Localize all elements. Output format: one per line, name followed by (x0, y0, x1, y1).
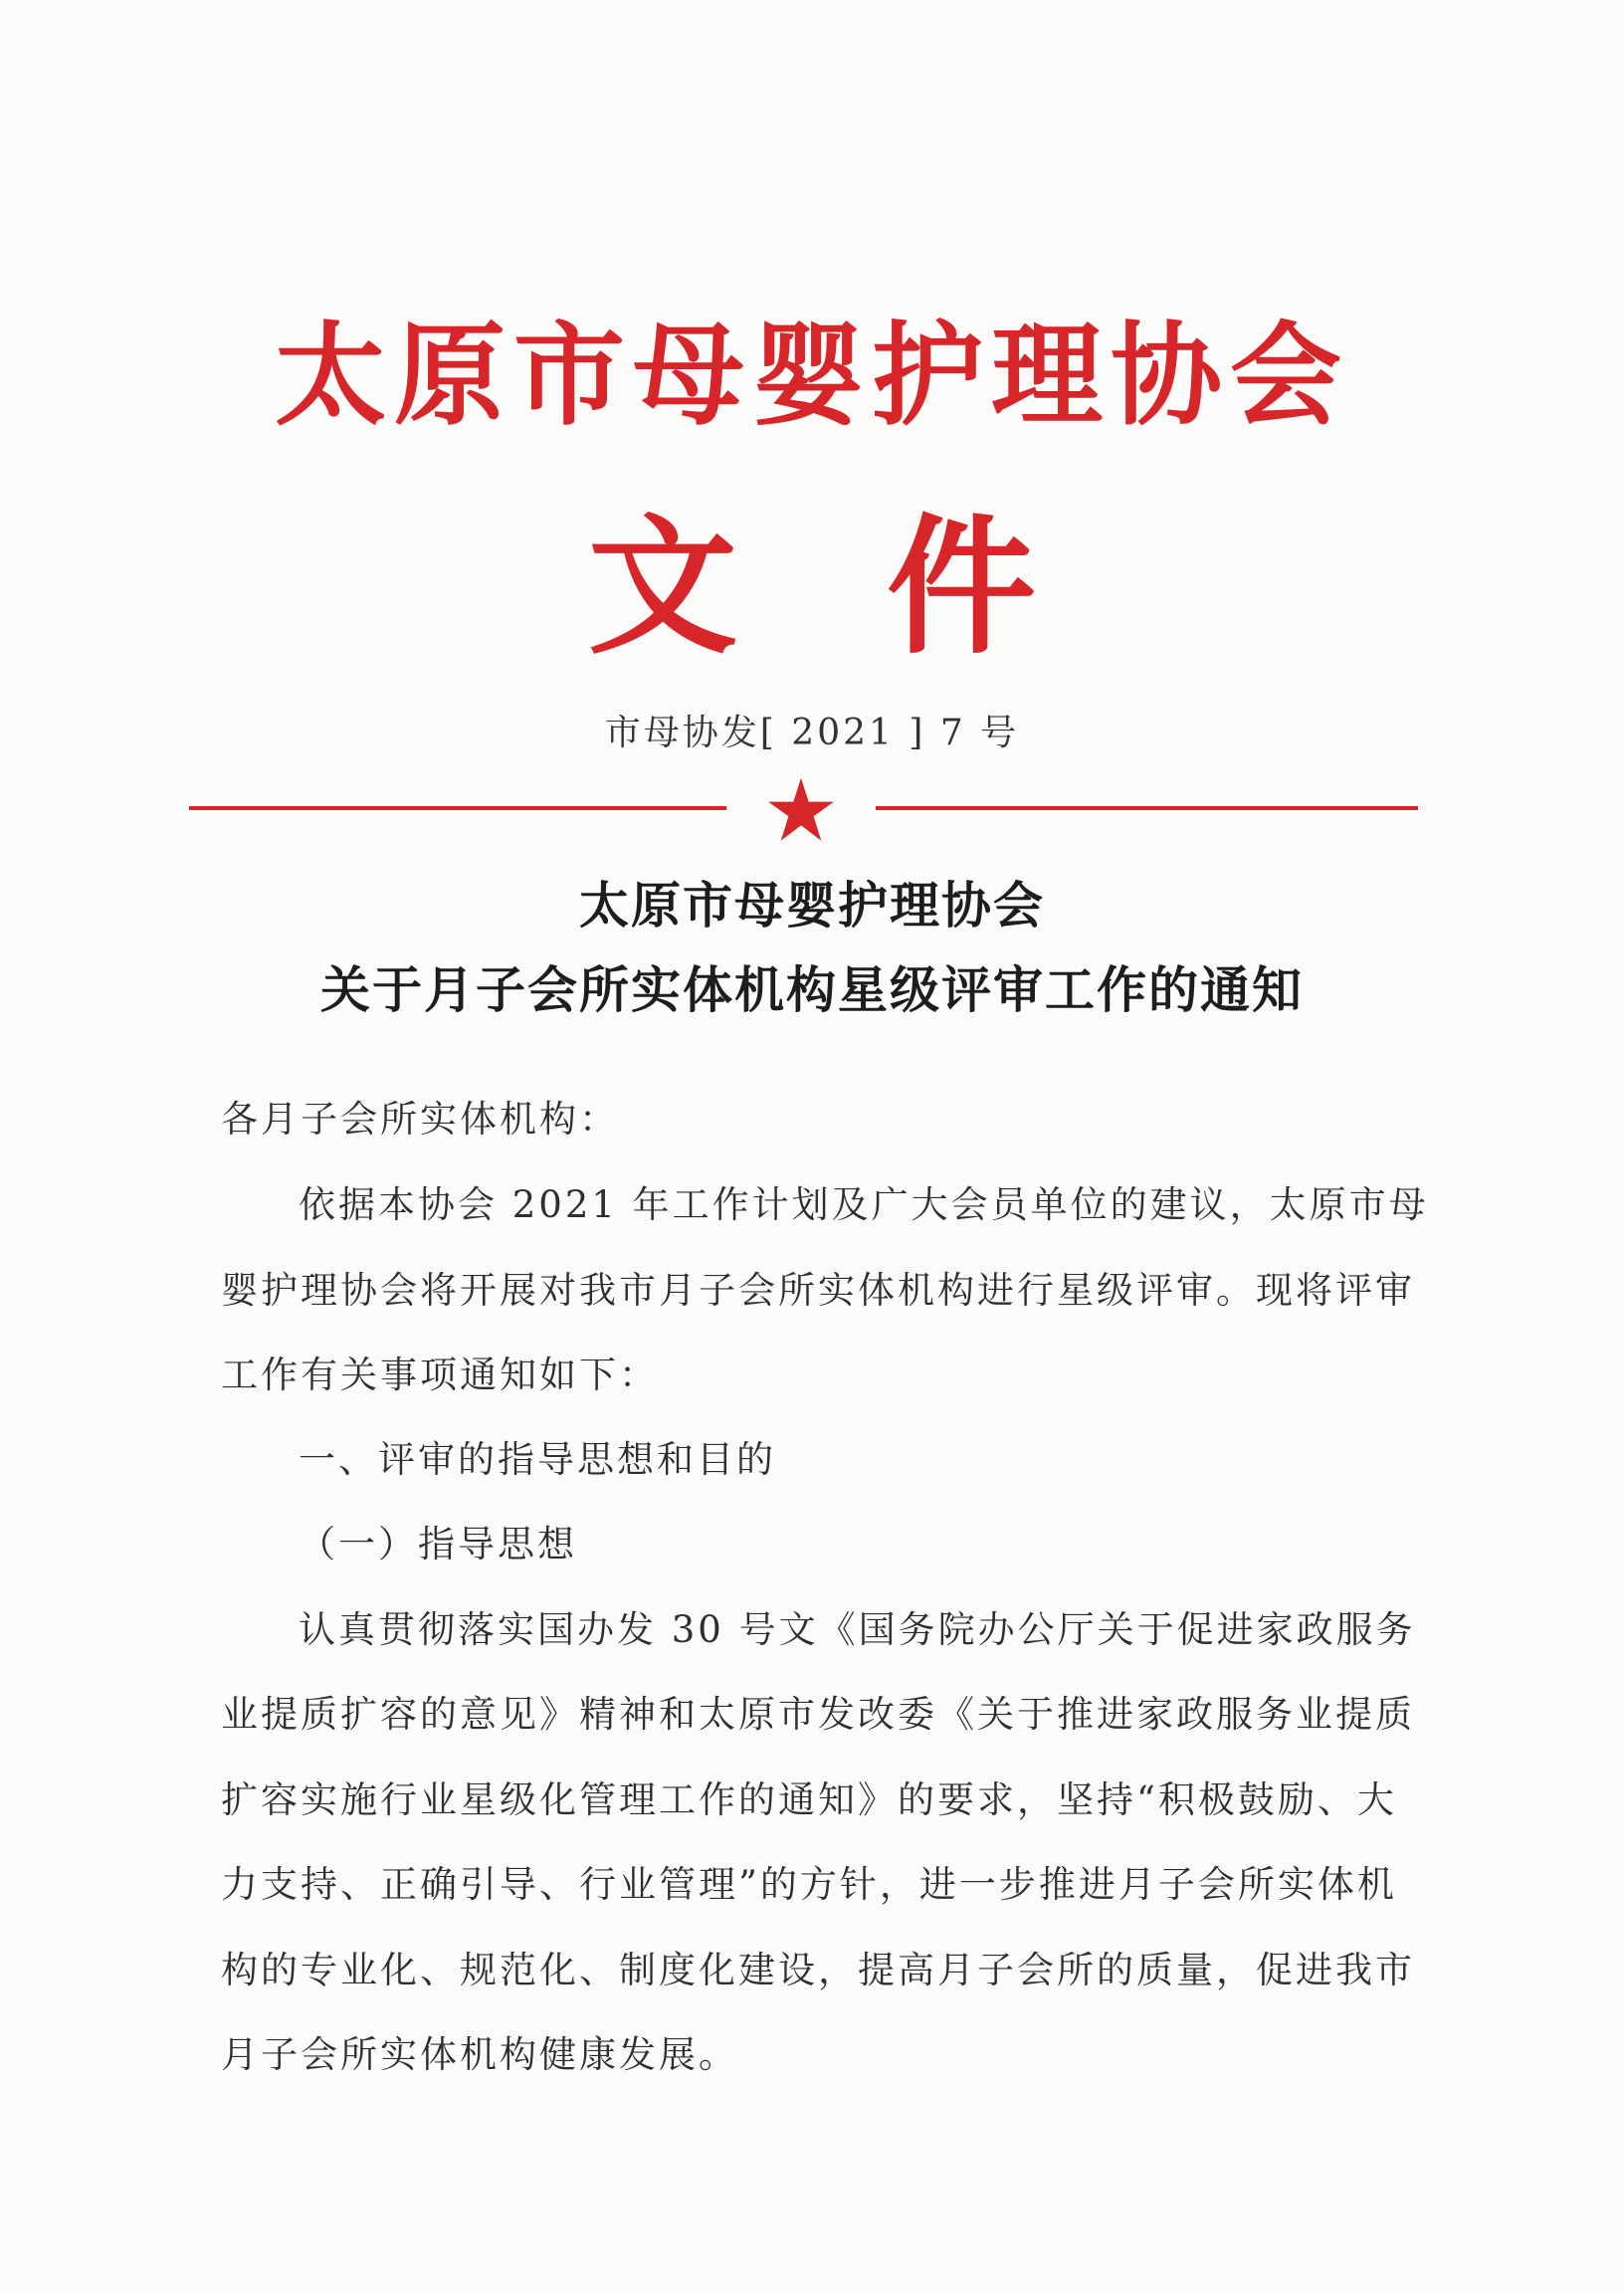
organization-title: 太原市母婴护理协会 (275, 311, 1349, 441)
notice-title-line1: 太原市母婴护理协会 (579, 877, 1045, 935)
notice-title-line2: 关于月子会所实体机构星级评审工作的通知 (320, 961, 1304, 1019)
document-char-jian: 件 (887, 500, 1037, 675)
header-divider-right (876, 806, 1418, 810)
body-line: 依据本协会 2021 年工作计划及广大会员单位的建议，太原市母 (299, 1183, 1429, 1226)
document-char-wen: 文 (587, 500, 737, 675)
body-line: 扩容实施行业星级化管理工作的通知》的要求，坚持“积极鼓励、大 (221, 1778, 1397, 1821)
body-line: 认真贯彻落实国办发 30 号文《国务院办公厅关于促进家政服务 (299, 1608, 1416, 1651)
star-icon (766, 775, 836, 845)
body-line: 业提质扩容的意见》精神和太原市发改委《关于推进家政服务业提质 (221, 1693, 1415, 1736)
header-divider-left (189, 806, 726, 810)
body-line: 婴护理协会将开展对我市月子会所实体机构进行星级评审。现将评审 (221, 1269, 1415, 1312)
body-line: 工作有关事项通知如下： (221, 1354, 659, 1396)
salutation: 各月子会所实体机构： (221, 1098, 619, 1141)
document-heading (0, 500, 1624, 675)
body-line: 构的专业化、规范化、制度化建设，提高月子会所的质量，促进我市 (221, 1949, 1415, 1991)
section-heading: 一、评审的指导思想和目的 (299, 1438, 776, 1481)
document-number: 市母协发[ 2021 ] 7 号 (604, 713, 1020, 753)
body-line: 月子会所实体机构健康发展。 (221, 2033, 738, 2076)
subsection-heading: （一）指导思想 (299, 1523, 577, 1565)
body-line: 力支持、正确引导、行业管理”的方针，进一步推进月子会所实体机 (221, 1863, 1397, 1906)
